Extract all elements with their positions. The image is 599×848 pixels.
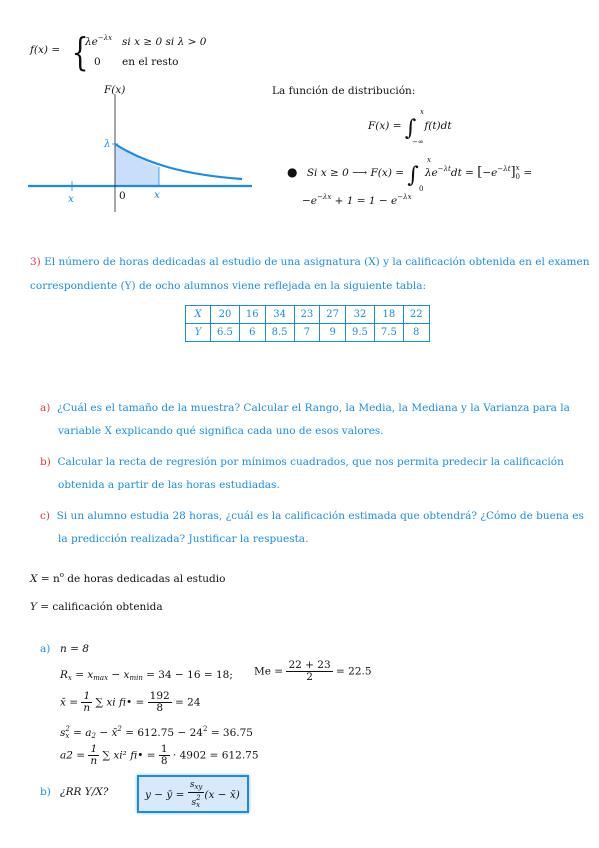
brace: { [71, 30, 89, 74]
table-cell: 7.5 [374, 324, 403, 342]
table-header-x: X [186, 306, 211, 324]
table-cell: 9 [320, 324, 346, 342]
distribution-result: $-e^{-\lambda x} + 1 = 1 - e^{-\lambda x}$ [302, 193, 412, 207]
table-row-y [186, 324, 430, 342]
y-definition: Y = calificación obtenida [30, 601, 163, 613]
table-cell: 8.5 [265, 324, 294, 342]
variance-line: $s_x^2 = a_2$ − x̄$^2$ = $612.75 - 24^2 = 36.75$ [60, 725, 253, 740]
case2-condition: en el resto [122, 56, 179, 68]
distribution-formula: F(x) = ∫ x −∞ f(t)dt [368, 108, 452, 146]
graph-ylabel: F(x) [104, 84, 126, 96]
density-lhs: f(x) = [30, 44, 61, 56]
distribution-bullet: ● Si x ≥ 0 ⟶ F(x) = ∫ x 0 $\lambda e^{-\lambda t}dt = [-e^{-\lambda t}]^x_0$ = [287, 156, 533, 193]
solution-b-label: b) [40, 786, 51, 798]
n-line: n = 8 [60, 643, 89, 655]
range-line: $R_x = x_{max} - x_{min} = 34 - 16 = 18$; [60, 669, 233, 682]
problem-number: 3) [30, 256, 41, 268]
distribution-title: La función de distribución: [272, 85, 416, 97]
table-cell: 20 [211, 306, 240, 324]
table-cell: 27 [320, 306, 346, 324]
case2-value: 0 [94, 56, 101, 68]
a2-line: a2 = $\frac{1}{n}$ ∑ xi² fi• = $\frac{1}{8}$ · 4902 = 612.75 [60, 743, 259, 767]
table-cell: 6.5 [211, 324, 240, 342]
table-cell: 23 [294, 306, 320, 324]
table-row-x [186, 306, 430, 324]
mean-line: x̄ = $\frac{1}{n}$ ∑ xi fi• = $\frac{192}{8}$ = 24 [60, 690, 201, 714]
graph-lambda-label: λ [104, 138, 111, 150]
table-cell: 8 [403, 324, 429, 342]
table-cell: 34 [265, 306, 294, 324]
table-cell: 16 [239, 306, 265, 324]
table-cell: 22 [403, 306, 429, 324]
bullet-dot: ● [287, 165, 298, 179]
shaded-area [115, 144, 159, 186]
problem-statement [30, 250, 589, 298]
case1-condition: si x ≥ 0 si λ > 0 [122, 36, 207, 48]
question-a: a) ¿Cuál es el tamaño de la muestra? Calcular el Rango, la Media, la Mediana y la Varianza para la variable X explicando qué significa cada uno de esos valores. [40, 402, 570, 437]
question-c: c) Si un alumno estudia 28 horas, ¿cuál es la calificación estimada que obtendrá? ¿Cómo de buena es la predicción realizada? Justificar la respuesta. [40, 510, 584, 545]
exponential-graph [26, 82, 256, 212]
median-line: Me = $\frac{22 + 23}{2}$ = 22.5 [254, 659, 372, 683]
x-definition: $X = n^o$ de horas dedicadas al estudio [30, 571, 226, 585]
problem-text-line1: El número de horas dedicadas al estudio de una asignatura (X) y la calificación obtenida en el examen [44, 256, 590, 268]
table-cell: 32 [346, 306, 375, 324]
table-cell: 7 [294, 324, 320, 342]
b-question: ¿RR Y/X? [60, 786, 109, 798]
regression-formula: y − ȳ = $\frac{s_{xy}}{s_x^2}$ (x − x̄) [145, 780, 240, 809]
table-cell: 6 [239, 324, 265, 342]
graph-zero-label: 0 [119, 190, 126, 202]
table-header-y: Y [186, 324, 211, 342]
case1-expr: $\lambda e^{-\lambda x}$ [85, 34, 113, 48]
table-cell: 9.5 [346, 324, 375, 342]
table-cell: 18 [374, 306, 403, 324]
solution-a-label: a) [40, 643, 51, 655]
graph-x-label: x [154, 189, 160, 201]
question-b: b) Calcular la recta de regresión por mínimos cuadrados, que nos permita predecir la calificación obtenida a partir de las horas estudiadas. [40, 456, 564, 491]
graph-neg-x-label: x [68, 193, 74, 205]
data-table [185, 305, 430, 342]
problem-text-line2: correspondiente (Y) de ocho alumnos viene reflejada en la siguiente tabla: [30, 280, 427, 292]
